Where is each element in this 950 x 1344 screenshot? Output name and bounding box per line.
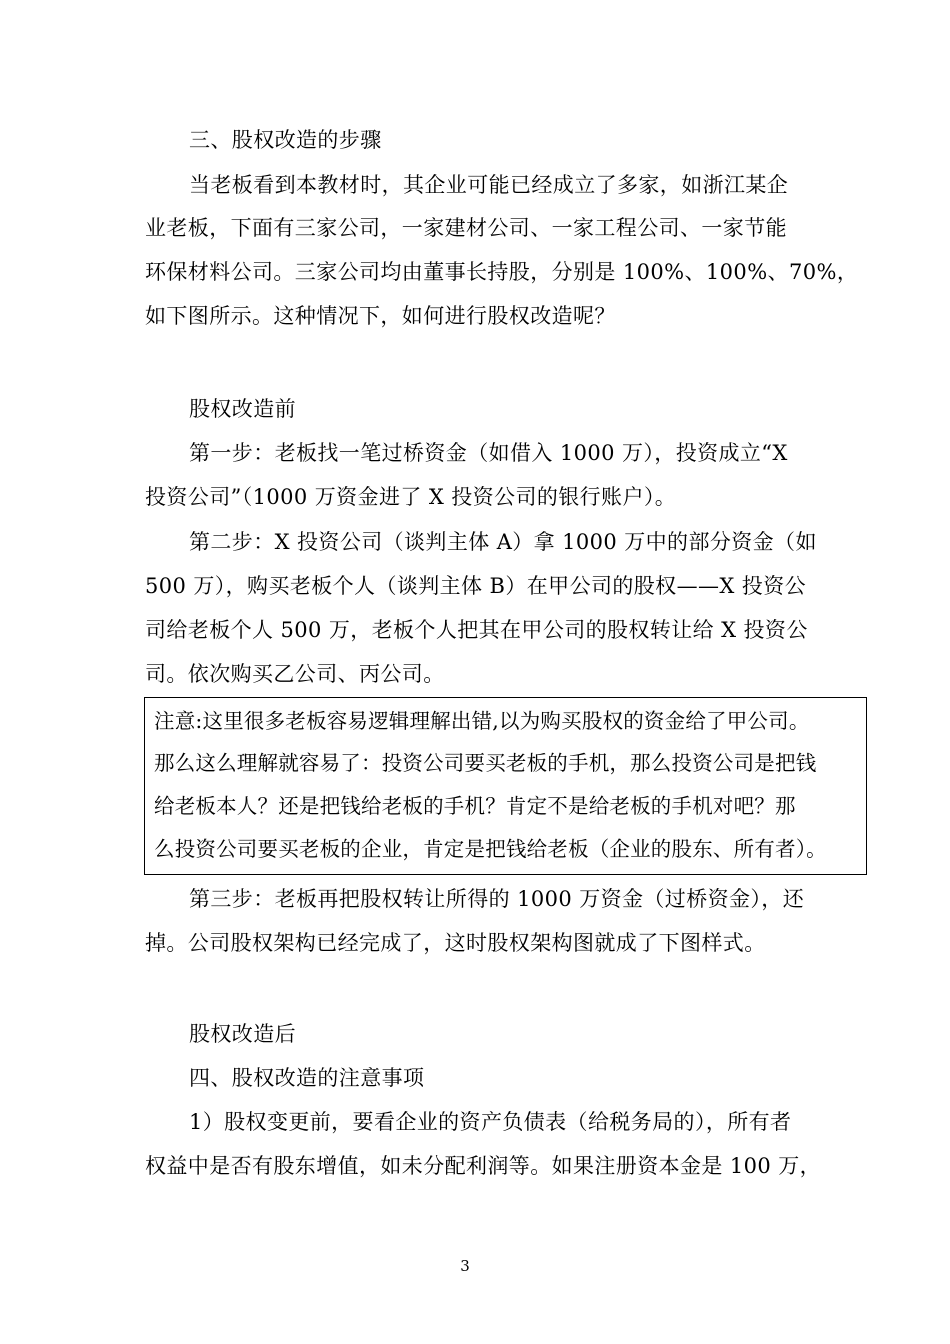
point1-line-1: 1）股权变更前，要看企业的资产负债表（给税务局的），所有者 bbox=[189, 1110, 792, 1134]
step2-line-4: 司。依次购买乙公司、丙公司。 bbox=[145, 662, 445, 686]
intro-line-3: 环保材料公司。三家公司均由董事长持股，分别是 100%、100%、70%， bbox=[145, 260, 859, 284]
section4-heading: 四、股权改造的注意事项 bbox=[189, 1066, 425, 1090]
intro-line-1: 当老板看到本教材时，其企业可能已经成立了多家，如浙江某企 bbox=[189, 173, 789, 197]
step2-line-1: 第二步：X 投资公司（谈判主体 A）拿 1000 万中的部分资金（如 bbox=[189, 530, 817, 554]
page-number: 3 bbox=[460, 1257, 470, 1275]
note-line-2: 那么这么理解就容易了：投资公司要买老板的手机，那么投资公司是把钱 bbox=[154, 751, 817, 775]
step1-line-1: 第一步：老板找一笔过桥资金（如借入 1000 万），投资成立“X bbox=[189, 441, 788, 465]
note-line-1: 注意:这里很多老板容易逻辑理解出错,以为购买股权的资金给了甲公司。 bbox=[154, 709, 810, 733]
section3-heading: 三、股权改造的步骤 bbox=[189, 128, 382, 152]
before-label: 股权改造前 bbox=[189, 397, 296, 421]
step2-line-3: 司给老板个人 500 万，老板个人把其在甲公司的股权转让给 X 投资公 bbox=[145, 618, 808, 642]
point1-line-2: 权益中是否有股东增值，如未分配利润等。如果注册资本金是 100 万， bbox=[145, 1154, 822, 1178]
after-label: 股权改造后 bbox=[189, 1022, 296, 1046]
note-line-3: 给老板本人？还是把钱给老板的手机？肯定不是给老板的手机对吧？那 bbox=[154, 794, 796, 818]
note-box bbox=[144, 697, 867, 875]
note-line-4: 么投资公司要买老板的企业，肯定是把钱给老板（企业的股东、所有者）。 bbox=[154, 837, 827, 861]
intro-line-2: 业老板，下面有三家公司，一家建材公司、一家工程公司、一家节能 bbox=[145, 216, 787, 240]
step2-line-2: 500 万），购买老板个人（谈判主体 B）在甲公司的股权——X 投资公 bbox=[145, 574, 806, 598]
step3-line-2: 掉。公司股权架构已经完成了，这时股权架构图就成了下图样式。 bbox=[145, 931, 766, 955]
intro-line-4: 如下图所示。这种情况下，如何进行股权改造呢？ bbox=[145, 304, 616, 328]
step3-line-1: 第三步：老板再把股权转让所得的 1000 万资金（过桥资金），还 bbox=[189, 887, 805, 911]
step1-line-2: 投资公司”（1000 万资金进了 X 投资公司的银行账户）。 bbox=[145, 485, 677, 509]
